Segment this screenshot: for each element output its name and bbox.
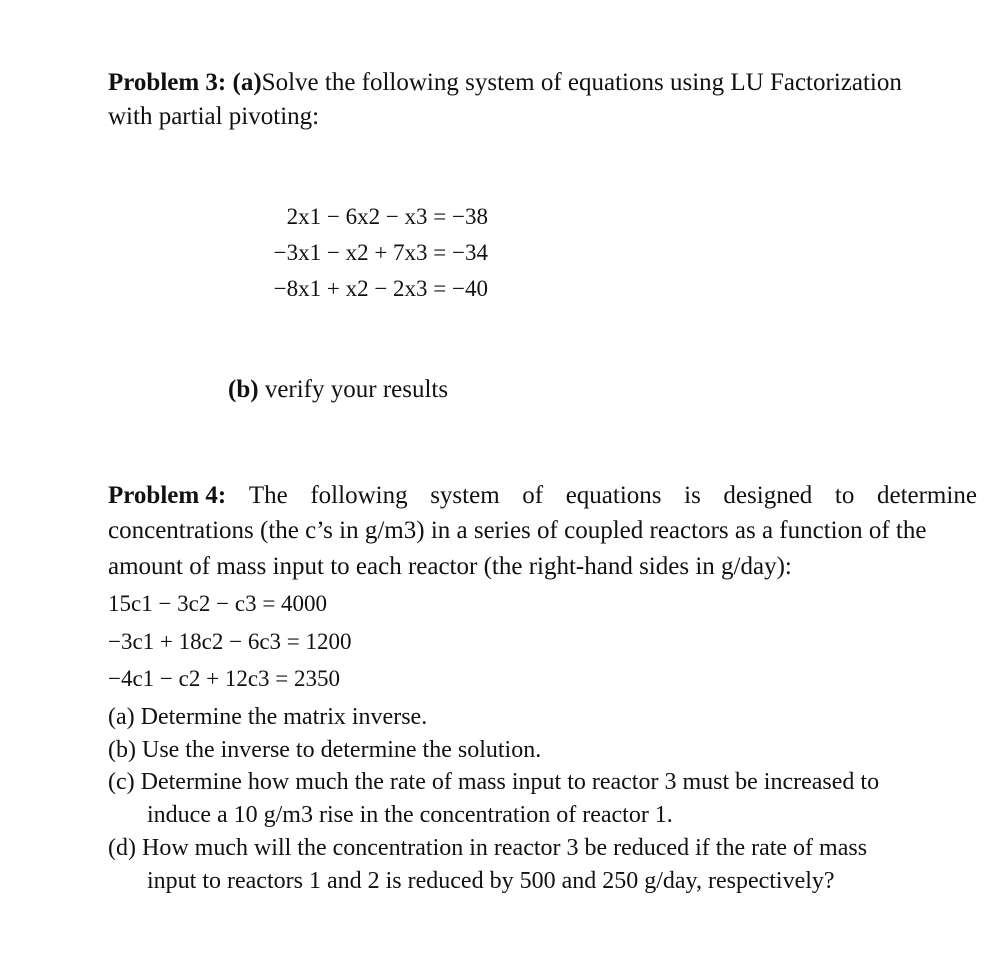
problem3-part-b — [228, 377, 448, 402]
problem3-heading: Problem 3: — [108, 69, 227, 96]
problem4-word: system — [430, 482, 500, 509]
problem4-equation-2: −3c1 + 18c2 − 6c3 = 1200 — [108, 629, 352, 654]
problem4-heading: Problem 4: — [108, 482, 227, 509]
problem3-equation-1: 2x1 − 6x2 − x3 = −38 — [286, 204, 488, 229]
problem3-part-b-label: (b) — [228, 376, 259, 403]
problem4-question-d-line1: (d) How much will the concentration in reactor 3 be reduced if the rate of mass — [108, 835, 868, 861]
problem4-word: following — [310, 482, 408, 509]
problem4-intro-line2: concentrations (the c’s in g/m3) in a series of coupled reactors as a function of the — [108, 517, 927, 544]
problem3-equation-2: −3x1 − x2 + 7x3 = −34 — [273, 240, 488, 265]
problem4-question-a: (a) Determine the matrix inverse. — [108, 704, 428, 730]
problem4-equation-1: 15c1 − 3c2 − c3 = 4000 — [108, 591, 328, 616]
problem3-intro-line2: with partial pivoting: — [108, 103, 320, 130]
problem4-intro-line3: amount of mass input to each reactor (the right-hand sides in g/day): — [108, 553, 792, 580]
problem4-question-c-line2: induce a 10 g/m3 rise in the concentration of reactor 1. — [147, 802, 673, 828]
problem4-equation-3: −4c1 − c2 + 12c3 = 2350 — [108, 666, 341, 691]
problem4-word: determine — [876, 482, 977, 509]
problem4-question-d-line2: input to reactors 1 and 2 is reduced by 500 and 250 g/day, respectively? — [147, 868, 835, 894]
problem3-intro-text: Solve the following system of equations using LU Factorization — [261, 69, 902, 96]
problem3-part-b-text: verify your results — [258, 376, 449, 403]
problem4-word: of — [522, 482, 544, 509]
problem4-word: to — [834, 482, 855, 509]
problem3-part-a-label: (a) — [232, 69, 262, 96]
problem4-question-c-line1: (c) Determine how much the rate of mass input to reactor 3 must be increased to — [108, 769, 880, 795]
problem4-word: equations — [565, 482, 662, 509]
problem4-question-b: (b) Use the inverse to determine the solution. — [108, 737, 542, 763]
problem3-equation-3: −8x1 + x2 − 2x3 = −40 — [273, 276, 488, 301]
problem4-word: The — [248, 482, 288, 509]
problem4-word: is — [684, 482, 701, 509]
problem4-intro-line1 — [108, 483, 977, 508]
problem4-word: designed — [723, 482, 813, 509]
problem3-intro-line1 — [108, 70, 902, 95]
